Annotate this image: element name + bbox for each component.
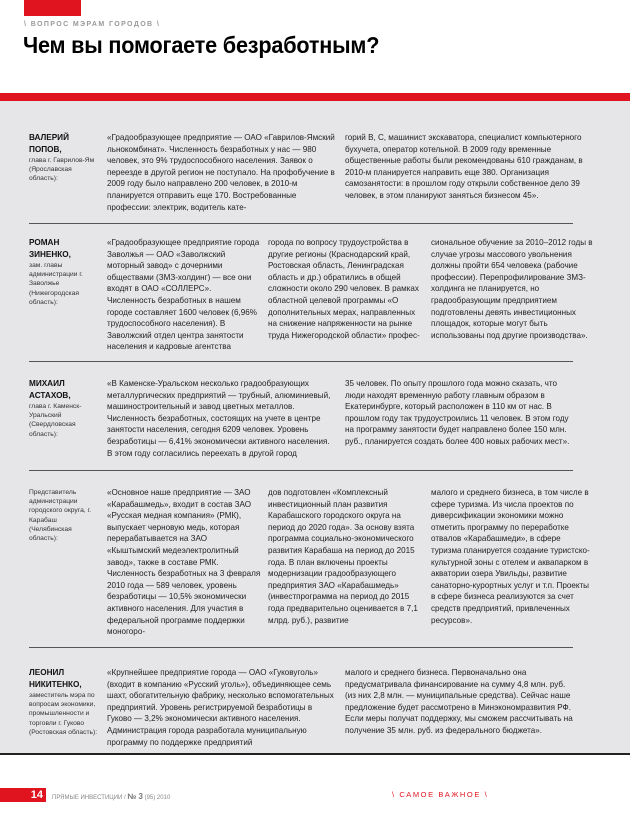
answer-column: малого и среднего бизнеса. Первоначально она предусматривала финансирование на сумму 4,8 млн. руб. (из них 2,8 млн. — муниципальные средства). Сейчас наше предложение будет рассмотрено в Минэкономразвития РФ. Если меры получат поддержку, мы сможем рассчитывать на получение 35 млн. руб. из федерального бюджета». [345, 668, 573, 735]
section-divider [29, 223, 573, 224]
answer-column: «Основное наше предприятие — ЗАО «Карабашмедь», входит в состав ЗАО «Русская медная компания» (РМК), выпускает черновую медь, которая перерабатывается на ЗАО «Кыштымский медеэлектролитный завод», также в составе РМК. Численность безработных на 3 февраля 2010 года — 589 человек, уровень безработицы — 10,5% экономически активного населения. Для участия в федеральной программе поддержки моногоро- [107, 488, 261, 637]
page-title: Чем вы помогаете безработным? [23, 32, 380, 58]
person-role: глава г. Каменск-Уральский (Свердловская область): [29, 403, 82, 438]
answer-column: сиональное обучение за 2010–2012 годы в случае угрозы массового увольнения должны пройти 654 человека (рабочие профессии). Перепрофилирование ЗМЗ-холдинга не планируется, но градообразующим предприятием подготовлены девять инвестиционных площадок, которые могут быть использованы под другие производства». [431, 238, 593, 340]
magazine-info [52, 792, 170, 801]
section-divider [29, 470, 573, 471]
person-last-name: ПОПОВ, [29, 144, 62, 154]
person-first-name: МИХАИЛ [29, 379, 65, 388]
section-divider [29, 647, 573, 648]
answer-column: «Крупнейшее предприятие города — ОАО «Гуковуголь» (входит в компанию «Русский уголь»), объединяющее семь шахт, обогатительную фабрику, несколько вспомогательных предприятий. Уровень регистрируемой безработицы в Гуково — 3,2% экономически активного населения. Администрация города разработала муниципальную программу по поддержке предприятий [107, 668, 334, 747]
person-role: глава г. Гаврилов-Ям (Ярославская область): [29, 157, 95, 183]
person-role: Представитель администрации городского округа, г. Карабаш (Челябинская область): [29, 489, 91, 543]
person-role: зам. главы администрации г. Заволжье (Нижегородская область): [29, 262, 83, 306]
page-number: 14 [0, 788, 46, 802]
red-divider-bar [0, 93, 630, 101]
issue-details: (95) 2010 [144, 795, 171, 801]
answer-column: горий В, С, машинист экскаватора, специалист компьютерного бухучета, оператор котельной. В 2009 году временные общественные работы были рекомендованы 610 гражданам, в 2010-м планируется направить еще 380. Организация самозанятости: в прошлом году открыли собственное дело 39 человек, в этом планируют заняться бизнесом 45». [345, 133, 583, 200]
section-name: \ САМОЕ ВАЖНОЕ \ [392, 790, 489, 799]
person-last-name: НИКИТЕНКО, [29, 679, 82, 689]
answer-column: дов подготовлен «Комплексный инвестиционный план развития Карабашского городского округа на период до 2020 года». За основу взята программа социально-экономического развития Карабаша на период до 2015 года. В план включены проекты модернизации градообразующего предприятия ЗАО «Карабашмедь» (инвестпрограмма на период до 2015 года предварительно оценивается в 7,1 млрд. руб.), развитие [268, 488, 418, 625]
issue-number: № 3 [127, 792, 143, 801]
answer-column: «В Каменске-Уральском несколько градообразующих металлургических предприятий — трубный, алюминиевый, машиностроительный и завод цветных металлов. Численность безработных, состоящих на учете в центре занятости населения, сегодня 6209 человек. Уровень безработицы — 6,41% экономически активного населения. В этом году согласились переехать в другой город [107, 379, 331, 458]
answer-column: «Градообразующее предприятие города Заволжья — ОАО «Заволжский моторный завод» с дочерними обществами (ЗМЗ-холдинг) — все они входят в ОАО «СОЛЛЕРС». Численность безработных в нашем городе составляет 1600 человек (6,96% трудоспособного населения). В Заволжский отдел центра занятости населения и кадровые агентства [107, 238, 260, 352]
section-tab [24, 0, 81, 16]
person-first-name: ЛЕОНИЛ [29, 668, 65, 677]
person-first-name: ВАЛЕРИЙ [29, 133, 69, 142]
person-last-name: АСТАХОВ, [29, 390, 71, 400]
person-last-name: ЗИНЕНКО, [29, 249, 71, 259]
magazine-name: ПРЯМЫЕ ИНВЕСТИЦИИ / [52, 795, 126, 801]
answer-column: города по вопросу трудоустройства в другие регионы (Краснодарский край, Ростовская область, Ленинградская область и др.) обратились в общей сложности около 290 человек. В рамках областной целевой программы «О дополнительных мерах, направленных на снижение напряженности на рынке труда Нижегородской области» профес- [268, 238, 420, 340]
answer-column: малого и среднего бизнеса, в том числе в сфере туризма. Из числа проектов по диверсификации экономики можно отметить программу по переработке отвалов «Карабашмеди», в сфере туризма планируется создание туристско-культурной зоны с отелем и аквапарком в акватории озера Увильды, развитие санаторно-курортных услуг и т.п. Проекты в сфере бизнеса реализуются за счет средств предприятий, привлеченных ресурсов». [431, 488, 590, 625]
person-first-name: РОМАН [29, 238, 60, 247]
answer-column: 35 человек. По опыту прошлого года можно сказать, что люди находят временную работу главным образом в Екатеринбурге, который расположен в 110 км от нас. В прошлом году так трудоустроились 11 человек. В этом году на программу занятости будет направлено более 150 млн. руб., планируется создать более 400 новых рабочих мест». [345, 379, 570, 446]
answer-column: «Градообразующее предприятие — ОАО «Гаврилов-Ямский льнокомбинат». Численность безработных у нас — 980 человек, это 9% трудоспособного населения. Заявок о переезде в другой регион не поступало. На профобучение в 2009 году было направлено 200 человек, в 2010-м планируется отправить еще 170. Востребованные профессии: электрик, водитель кате- [107, 133, 335, 212]
section-divider [29, 361, 573, 362]
person-role: заместитель мэра по вопросам экономики, промышленности и торговли г. Гуково (Ростовская область): [29, 692, 98, 736]
kicker: \ ВОПРОС МЭРАМ ГОРОДОВ \ [24, 21, 161, 28]
